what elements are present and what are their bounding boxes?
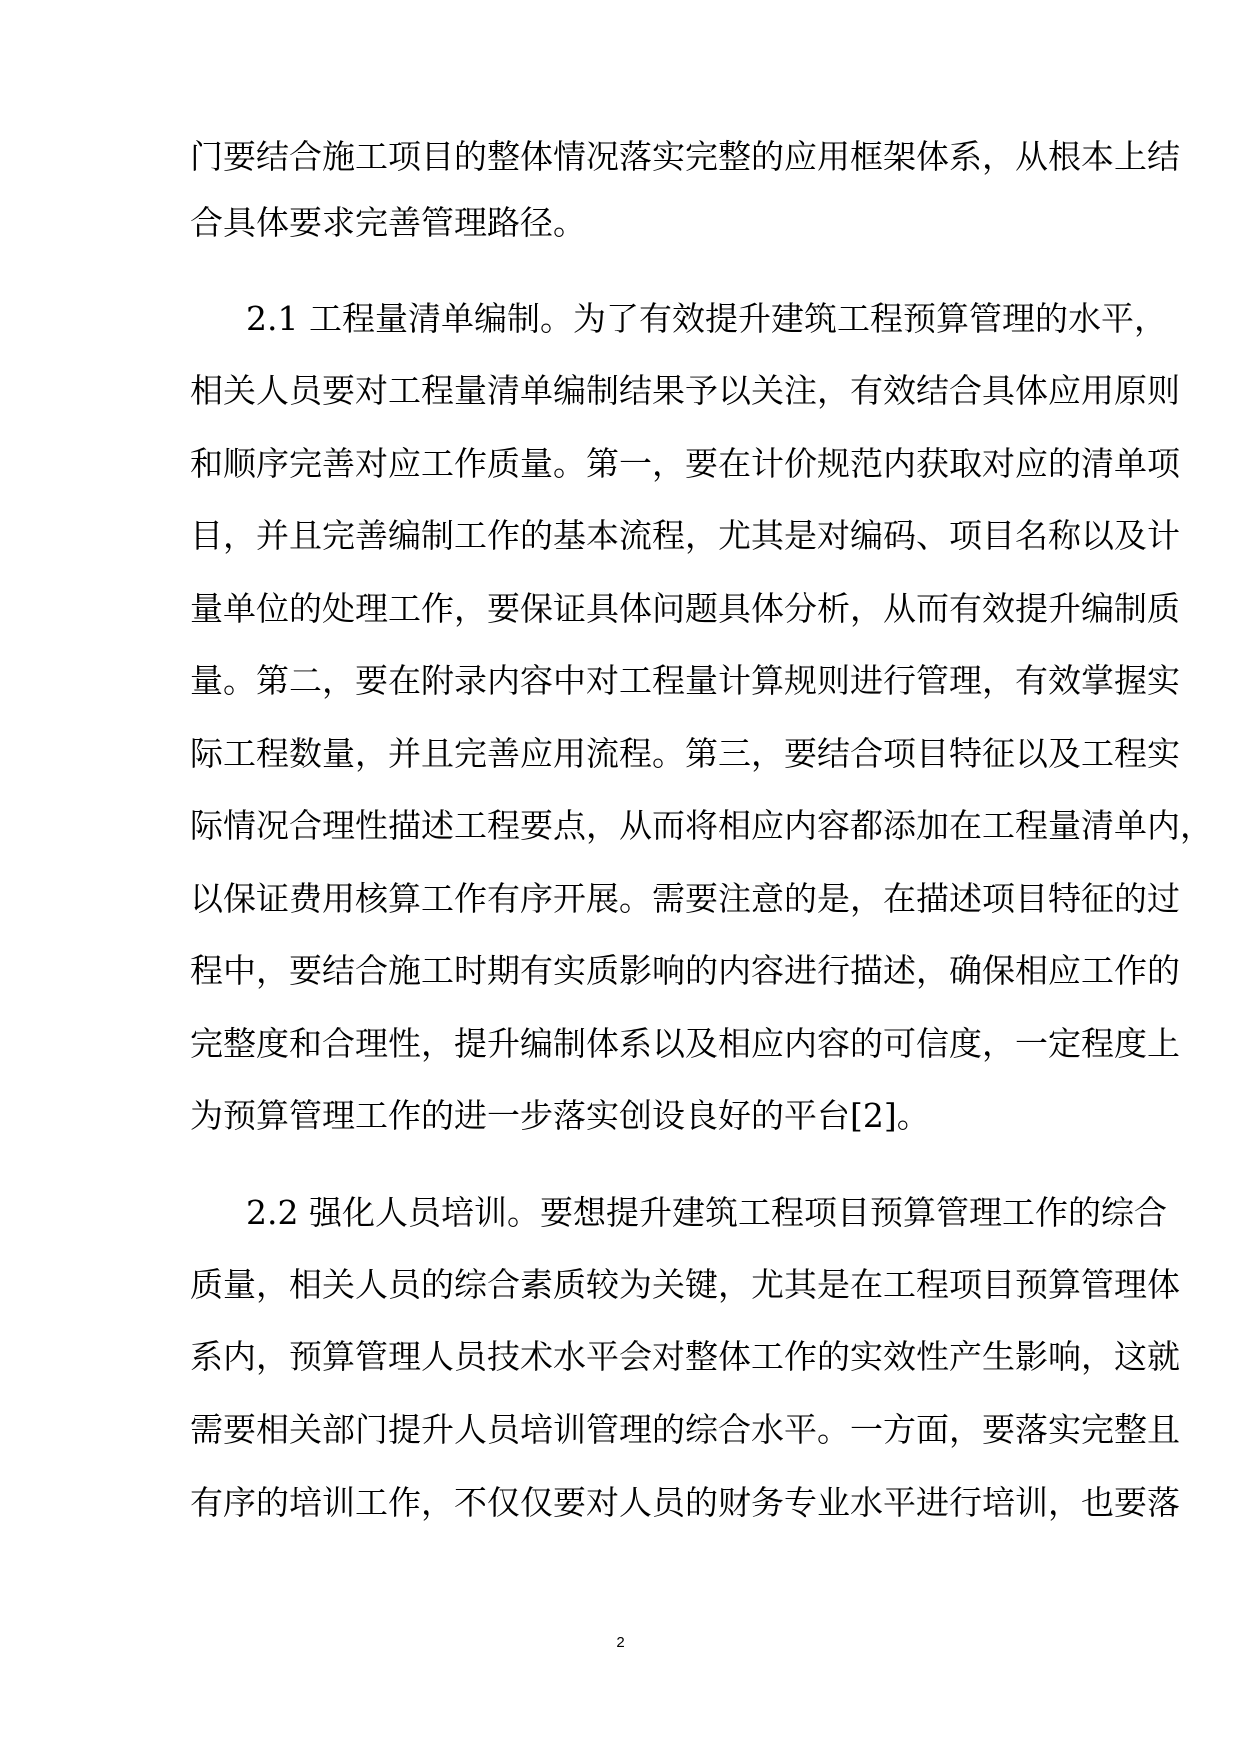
paragraph-line: 以保证费用核算工作有序开展。需要注意的是，在描述项目特征的过 [190, 879, 1180, 918]
paragraph-line: 量。第二，要在附录内容中对工程量计算规则进行管理，有效掌握实 [190, 661, 1180, 700]
paragraph-line: 2.1 工程量清单编制。为了有效提升建筑工程预算管理的水平， [246, 299, 1167, 338]
paragraph-line: 和顺序完善对应工作质量。第一，要在计价规范内获取对应的清单项 [190, 444, 1180, 483]
paragraph-line: 合具体要求完善管理路径。 [190, 203, 586, 242]
paragraph-line: 际情况合理性描述工程要点，从而将相应内容都添加在工程量清单内， [190, 806, 1213, 845]
paragraph-line: 系内，预算管理人员技术水平会对整体工作的实效性产生影响，这就 [190, 1337, 1180, 1376]
paragraph-line: 2.2 强化人员培训。要想提升建筑工程项目预算管理工作的综合 [246, 1193, 1167, 1232]
paragraph-line: 际工程数量，并且完善应用流程。第三，要结合项目特征以及工程实 [190, 734, 1180, 773]
paragraph-line: 需要相关部门提升人员培训管理的综合水平。一方面，要落实完整且 [190, 1410, 1180, 1449]
paragraph-line: 相关人员要对工程量清单编制结果予以关注，有效结合具体应用原则 [190, 371, 1180, 410]
paragraph-line: 程中，要结合施工时期有实质影响的内容进行描述，确保相应工作的 [190, 951, 1180, 990]
paragraph-line: 质量，相关人员的综合素质较为关键，尤其是在工程项目预算管理体 [190, 1265, 1180, 1304]
page-number: 2 [616, 1634, 625, 1651]
paragraph-line: 门要结合施工项目的整体情况落实完整的应用框架体系，从根本上结 [190, 137, 1180, 176]
paragraph-line: 目，并且完善编制工作的基本流程，尤其是对编码、项目名称以及计 [190, 516, 1180, 555]
paragraph-line: 完整度和合理性，提升编制体系以及相应内容的可信度，一定程度上 [190, 1024, 1180, 1063]
paragraph-line: 为预算管理工作的进一步落实创设良好的平台[2]。 [190, 1096, 930, 1135]
paragraph-line: 量单位的处理工作，要保证具体问题具体分析，从而有效提升编制质 [190, 589, 1180, 628]
paragraph-line: 有序的培训工作，不仅仅要对人员的财务专业水平进行培训，也要落 [190, 1483, 1180, 1522]
